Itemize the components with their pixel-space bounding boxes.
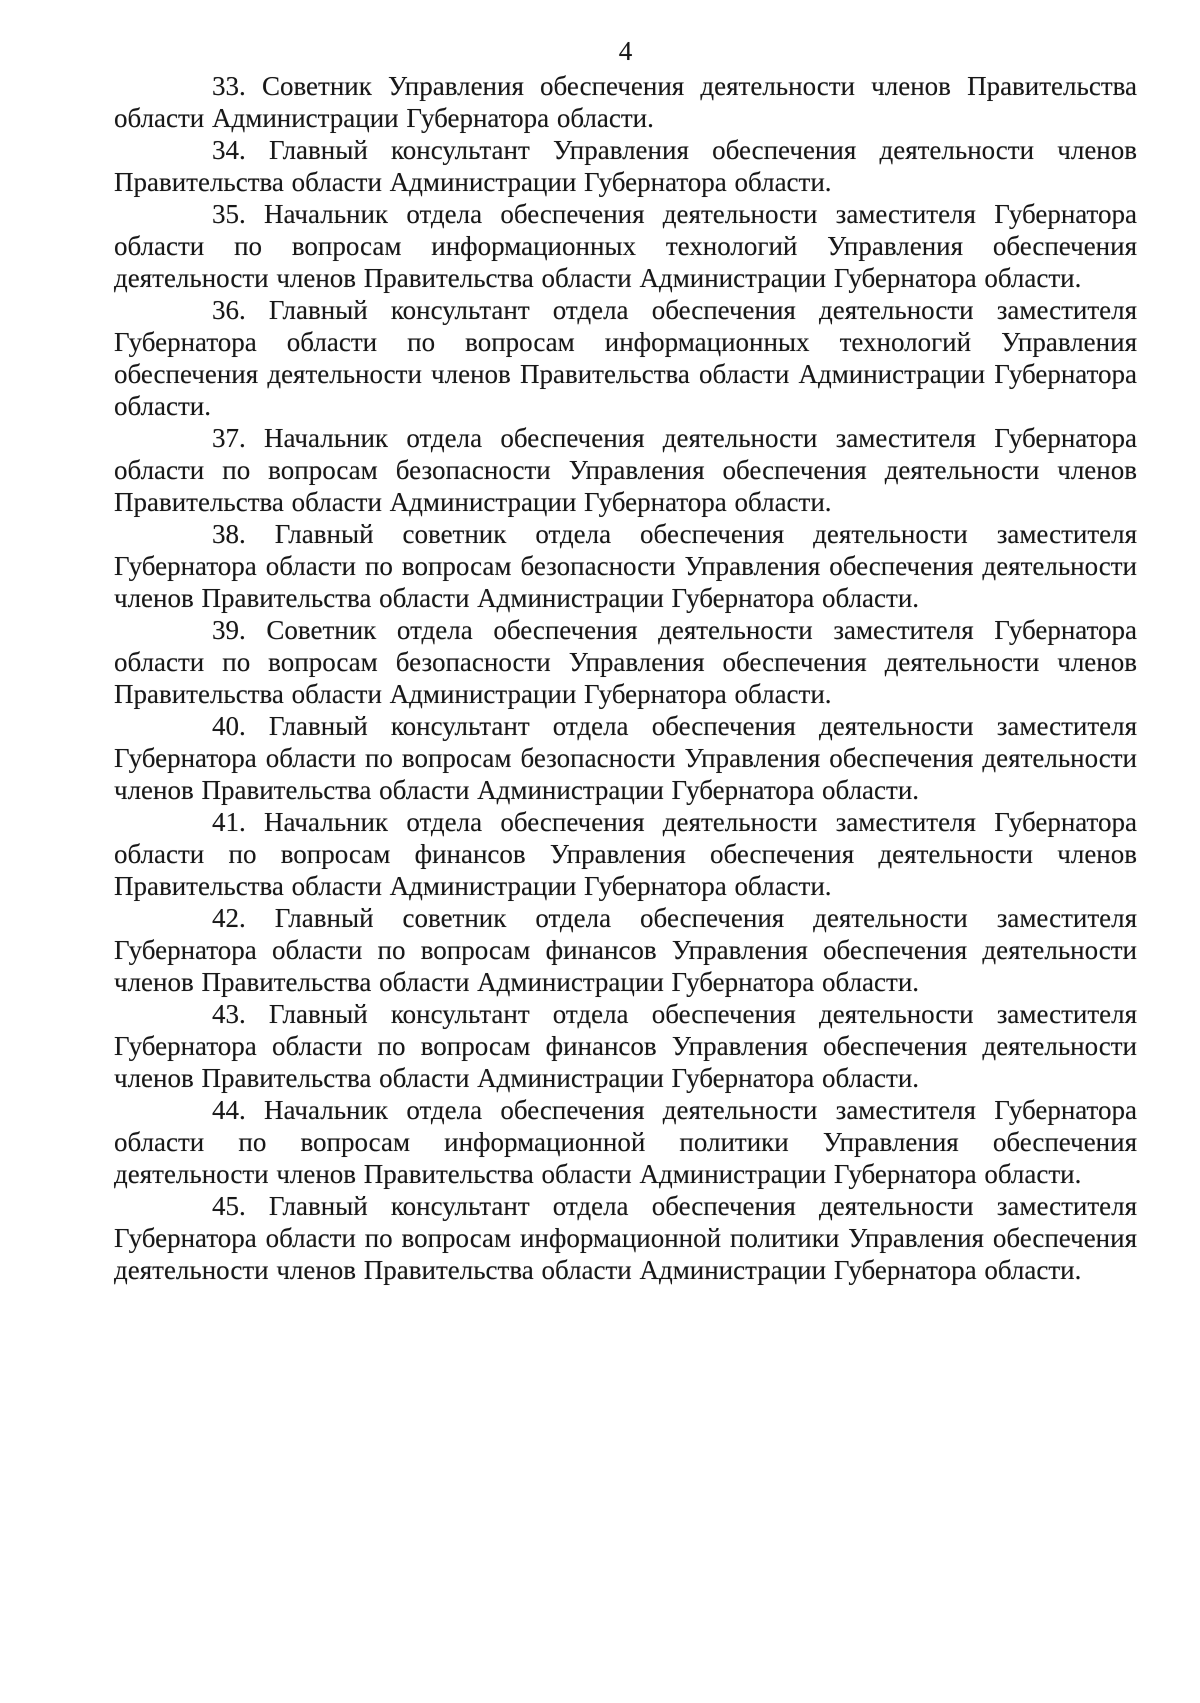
paragraph bbox=[114, 198, 1137, 294]
item-text: Главный советник отдела обеспечения деятельности заместителя Губернатора области по вопросам безопасности Управления обеспечения деятельности членов Правительства области Администрации Губернатора области. bbox=[114, 519, 1138, 613]
item-text: Главный консультант отдела обеспечения деятельности заместителя Губернатора области по вопросам информационных технологий Управления обеспечения деятельности членов Правительства области Администрации Губернатора области. bbox=[114, 295, 1138, 421]
paragraph bbox=[114, 1190, 1137, 1286]
item-text: Начальник отдела обеспечения деятельности заместителя Губернатора области по вопросам безопасности Управления обеспечения деятельности членов Правительства области Администрации Губернатора области. bbox=[114, 423, 1137, 517]
item-text: Главный консультант отдела обеспечения деятельности заместителя Губернатора области по вопросам информационной политики Управления обеспечения деятельности членов Правительства области Администрации Губернатора области. bbox=[114, 1191, 1138, 1285]
item-number: 33. bbox=[212, 71, 246, 101]
paragraph bbox=[114, 902, 1137, 998]
item-number: 41. bbox=[212, 807, 246, 837]
item-text: Советник отдела обеспечения деятельности заместителя Губернатора области по вопросам безопасности Управления обеспечения деятельности членов Правительства области Администрации Губернатора области. bbox=[114, 615, 1137, 709]
item-number: 39. bbox=[212, 615, 246, 645]
item-text: Главный консультант отдела обеспечения деятельности заместителя Губернатора области по вопросам безопасности Управления обеспечения деятельности членов Правительства области Администрации Губернатора области. bbox=[114, 711, 1138, 805]
paragraph bbox=[114, 710, 1137, 806]
item-text: Начальник отдела обеспечения деятельности заместителя Губернатора области по вопросам финансов Управления обеспечения деятельности членов Правительства области Администрации Губернатора области. bbox=[114, 807, 1137, 901]
item-number: 44. bbox=[212, 1095, 246, 1125]
item-text: Начальник отдела обеспечения деятельности заместителя Губернатора области по вопросам информационных технологий Управления обеспечения деятельности членов Правительства области Администрации Губернатора области. bbox=[114, 199, 1137, 293]
item-number: 35. bbox=[212, 199, 246, 229]
item-number: 37. bbox=[212, 423, 246, 453]
item-number: 36. bbox=[212, 295, 246, 325]
paragraph bbox=[114, 422, 1137, 518]
paragraph bbox=[114, 70, 1137, 134]
item-text: Советник Управления обеспечения деятельности членов Правительства области Администрации Губернатора области. bbox=[114, 71, 1137, 133]
paragraph bbox=[114, 614, 1137, 710]
paragraph bbox=[114, 806, 1137, 902]
item-number: 45. bbox=[212, 1191, 246, 1221]
paragraph bbox=[114, 1094, 1137, 1190]
paragraph bbox=[114, 518, 1137, 614]
item-number: 38. bbox=[212, 519, 246, 549]
item-text: Главный консультант отдела обеспечения деятельности заместителя Губернатора области по вопросам финансов Управления обеспечения деятельности членов Правительства области Администрации Губернатора области. bbox=[114, 999, 1138, 1093]
item-number: 42. bbox=[212, 903, 246, 933]
item-text: Главный консультант Управления обеспечения деятельности членов Правительства области Администрации Губернатора области. bbox=[114, 135, 1138, 197]
page-number: 4 bbox=[618, 36, 633, 66]
paragraph bbox=[114, 294, 1137, 422]
item-number: 40. bbox=[212, 711, 246, 741]
paragraph bbox=[114, 998, 1137, 1094]
paragraph bbox=[114, 134, 1137, 198]
item-number: 34. bbox=[212, 135, 246, 165]
page-content bbox=[114, 36, 1137, 1286]
item-number: 43. bbox=[212, 999, 246, 1029]
item-text: Начальник отдела обеспечения деятельности заместителя Губернатора области по вопросам информационной политики Управления обеспечения деятельности членов Правительства области Администрации Губернатора области. bbox=[114, 1095, 1137, 1189]
paragraph-list bbox=[114, 70, 1137, 1286]
item-text: Главный советник отдела обеспечения деятельности заместителя Губернатора области по вопросам финансов Управления обеспечения деятельности членов Правительства области Администрации Губернатора области. bbox=[114, 903, 1138, 997]
